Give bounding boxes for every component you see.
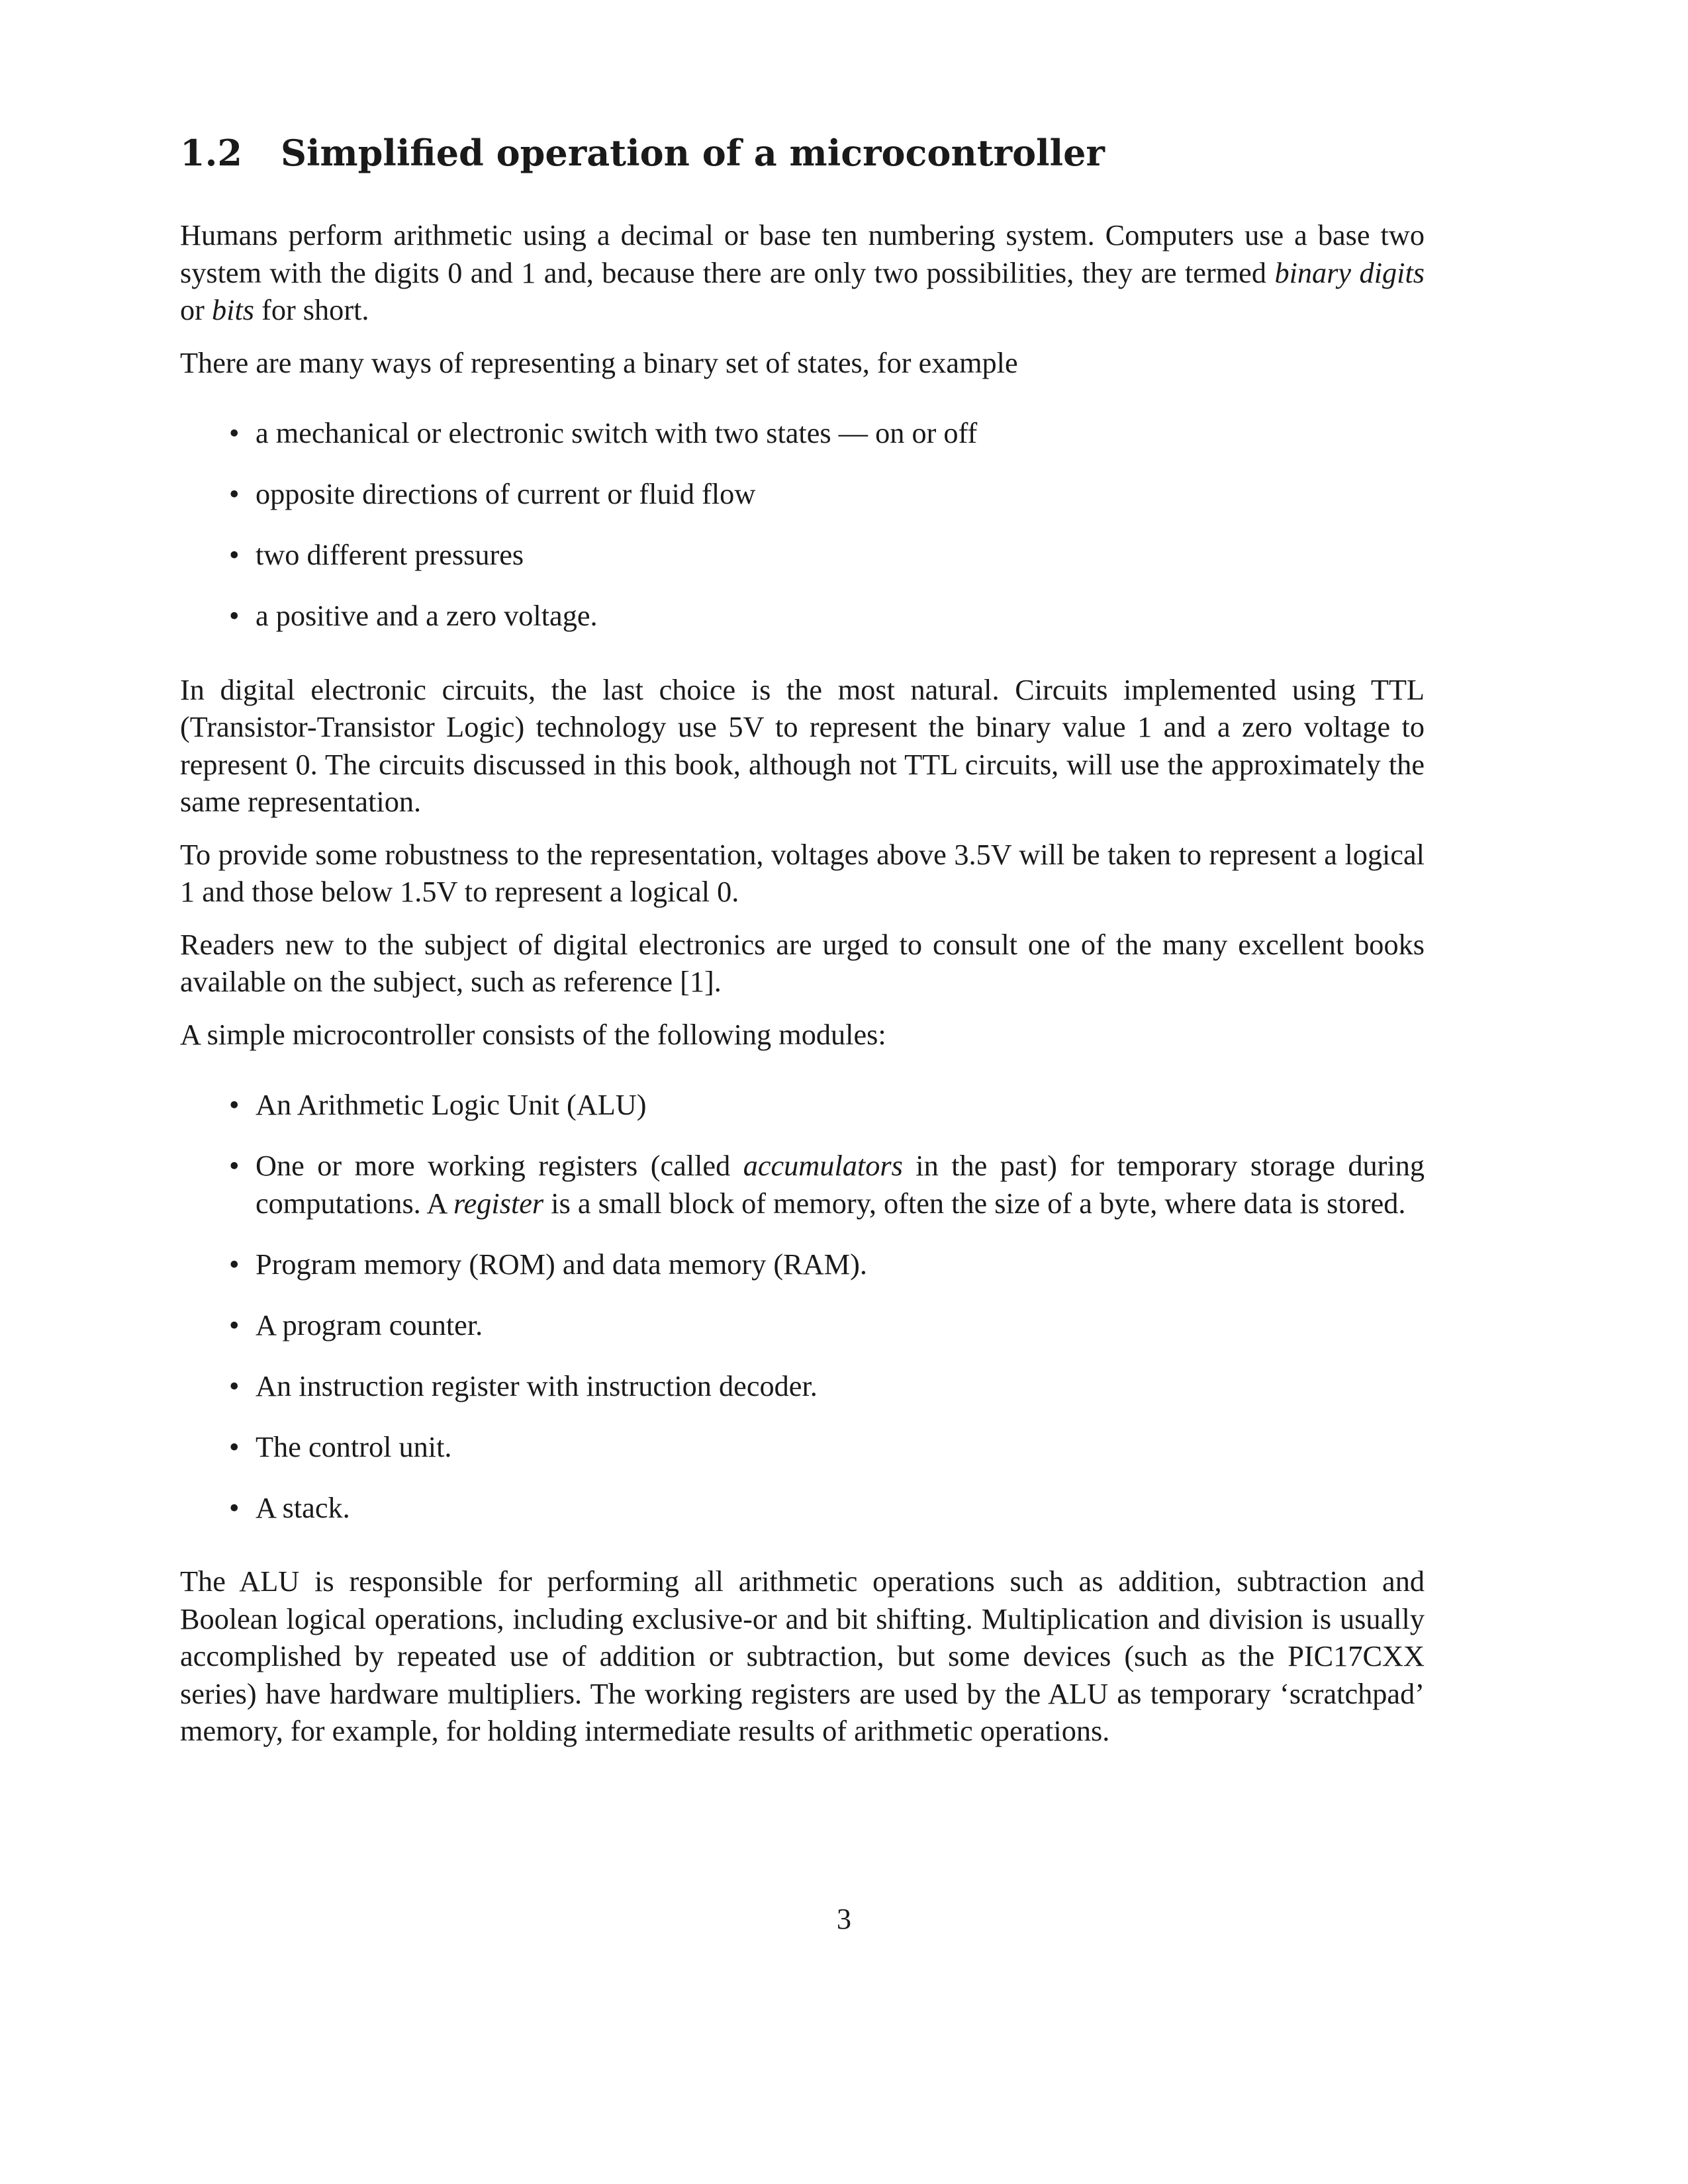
bullet-icon: • — [229, 1491, 240, 1524]
list-item-text: A stack. — [256, 1491, 350, 1524]
bullet-icon: • — [229, 417, 240, 449]
list-item — [180, 476, 1425, 514]
em-register: register — [453, 1187, 544, 1220]
em-accumulators: accumulators — [743, 1150, 903, 1182]
intro-text: or — [180, 294, 212, 326]
modules-intro: A simple microcontroller consists of the following modules: — [180, 1018, 886, 1051]
list-item-text: An Arithmetic Logic Unit (ALU) — [256, 1089, 647, 1121]
list-item-text: An instruction register with instruction decoder. — [256, 1369, 818, 1402]
readers-paragraph: Readers new to the subject of digital electronics are urged to consult one of the many excellent books available on the subject, such as reference [1]. — [180, 928, 1425, 998]
bullet-icon: • — [229, 1248, 240, 1281]
list-item — [180, 1246, 1425, 1284]
representation-list — [180, 415, 1425, 635]
alu-paragraph: The ALU is responsible for performing all arithmetic operations such as addition, subtraction and Boolean logical operations, including exclusive-or and bit shifting. Multiplication and division is usually accomplished by repeated use of addition or subtraction, but some devices (such as the PIC17CXX series) have hardware multipliers. The working registers are used by the ALU as temporary ‘scratchpad’ memory, for example, for holding intermediate results of arithmetic operations. — [180, 1565, 1425, 1747]
bullet-icon: • — [229, 1089, 240, 1121]
list-item-text: A program counter. — [256, 1308, 483, 1342]
section-title: Simplified operation of a microcontroller — [281, 132, 1105, 174]
list-item-text: Program memory (ROM) and data memory (RAM). — [256, 1248, 867, 1281]
intro-em-bits: bits — [211, 294, 254, 326]
robustness-paragraph: To provide some robustness to the representation, voltages above 3.5V will be taken to represent a logical 1 and those below 1.5V to represent a logical 0. — [180, 838, 1425, 908]
bullet-icon: • — [229, 539, 240, 571]
list-item-text: opposite directions of current or fluid flow — [256, 478, 756, 510]
bullet-icon: • — [229, 1430, 240, 1463]
list-item — [180, 1368, 1425, 1406]
modules-list — [180, 1087, 1425, 1527]
list-item — [180, 415, 1425, 453]
intro-text: Humans perform arithmetic using a decimal or base ten numbering system. Computers use a base two system with the digits 0 and 1 and, because there are only two possibilities, they are termed — [180, 219, 1425, 289]
section-heading — [180, 130, 1425, 176]
list-item-text: One or more working registers (called — [256, 1150, 743, 1182]
list-item — [180, 1307, 1425, 1345]
representation-intro: There are many ways of representing a binary set of states, for example — [180, 346, 1018, 379]
list-item-text: in the past) for temporary storage during computations. A — [256, 1150, 1425, 1220]
list-item — [180, 1490, 1425, 1527]
intro-text: for short. — [254, 294, 369, 326]
list-item — [180, 1429, 1425, 1467]
list-item-text: a positive and a zero voltage. — [256, 600, 598, 632]
page-number: 3 — [836, 1903, 852, 1935]
bullet-icon: • — [229, 1369, 240, 1402]
list-item — [180, 1148, 1425, 1222]
bullet-icon: • — [229, 1150, 240, 1182]
bullet-icon: • — [229, 478, 240, 510]
list-item-text: two different pressures — [256, 539, 524, 571]
section-number: 1.2 — [180, 132, 242, 174]
intro-em-binary-digits: binary digits — [1274, 256, 1425, 289]
list-item-text: is a small block of memory, often the size of a byte, where data is stored. — [543, 1187, 1406, 1220]
ttl-paragraph: In digital electronic circuits, the last choice is the most natural. Circuits implemented using TTL (Transistor-Transistor Logic) technology use 5V to represent the binary value 1 and a zero voltage to represent 0. The circuits discussed in this book, although not TTL circuits, will use the approximately the same representation. — [180, 673, 1425, 818]
intro-paragraph — [180, 217, 1425, 330]
list-item — [180, 1087, 1425, 1124]
list-item — [180, 537, 1425, 574]
page-content — [180, 130, 1425, 1766]
list-item-text: a mechanical or electronic switch with two states — on or off — [256, 417, 978, 449]
list-item-text: The control unit. — [256, 1430, 452, 1463]
list-item — [180, 598, 1425, 635]
bullet-icon: • — [229, 600, 240, 632]
bullet-icon: • — [229, 1308, 240, 1342]
